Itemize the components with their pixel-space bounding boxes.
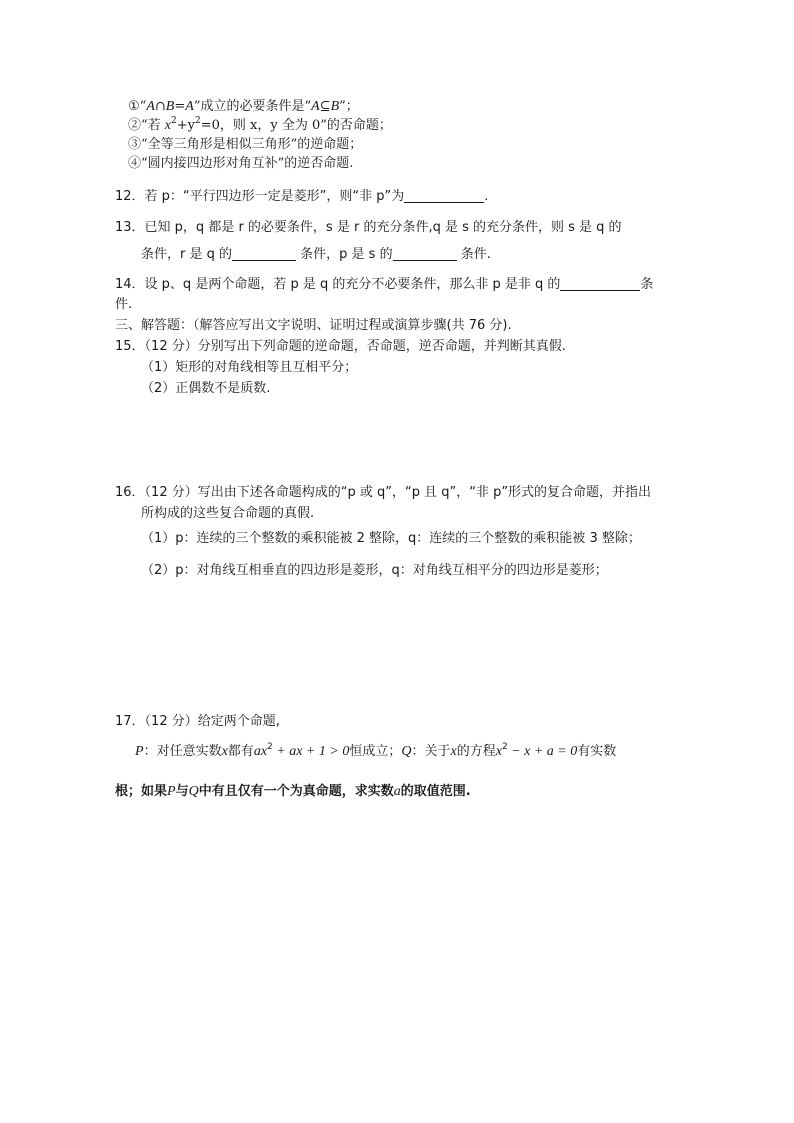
equation: x (495, 744, 502, 759)
var-a: a (393, 784, 401, 799)
question-text: 若 p：“平行四边形一定是菱形”，则“非 p”为 (144, 189, 405, 204)
sub-question: （2）正偶数不是质数. (141, 381, 271, 396)
question-15-item-2 (141, 380, 270, 398)
question-16-item-1 (141, 530, 641, 548)
question-17-line3 (115, 783, 471, 801)
question-text: 条件，r 是 q 的 (141, 247, 232, 262)
question-text: 所构成的这些复合命题的真假. (141, 506, 315, 521)
item-mark: ④ (128, 156, 142, 171)
question-13-line2 (141, 246, 491, 264)
question-text: 已知 p，q 都是 r 的必要条件，s 是 r 的充分条件,q 是 s 的充分条件，则 s 是 q 的 (144, 220, 622, 235)
sub-item-3 (128, 136, 362, 154)
question-text: 根；如果 (115, 784, 168, 799)
question-text: 设 p、q 是两个命题，若 p 是 q 的充分不必要条件，那么非 p 是非 q 的 (144, 277, 561, 292)
var-x: x (450, 744, 457, 759)
set-b: B (330, 99, 340, 114)
exponent: 2 (501, 742, 508, 752)
question-number: 12． (115, 189, 145, 204)
sub-question: （1）矩形的对角线相等且互相平分； (141, 360, 358, 375)
set-b: B (165, 99, 175, 114)
question-number: 14． (115, 277, 145, 292)
question-text: 中有且仅有一个为真命题，求实数 (198, 784, 394, 799)
question-text: 条件，p 是 s 的 (300, 247, 393, 262)
item-text: +y (176, 118, 195, 133)
set-a: A (146, 99, 155, 114)
question-text: 的方程 (456, 744, 496, 759)
question-text: （12 分）给定两个命题, (144, 714, 280, 729)
question-16-line2 (141, 505, 314, 523)
item-text: ”； (339, 99, 359, 114)
set-a: A (185, 99, 194, 114)
item-text: =0，则 x，y 全为 0”的否命题； (200, 118, 392, 133)
item-text: ”成立的必要条件是“ (193, 99, 312, 114)
proposition-p: P (167, 784, 176, 799)
question-text: 条 (640, 277, 654, 292)
answer-blank[interactable] (393, 246, 457, 261)
question-text: （12 分）写出由下述各命题构成的“p 或 q”，“p 且 q”，“非 p”形式的复合命题，并指出 (144, 485, 652, 500)
question-text: 的取值范围. (400, 784, 471, 799)
question-number: 13． (115, 220, 145, 235)
item-mark: ③ (128, 137, 142, 152)
inequality: ax (253, 744, 268, 759)
section-heading (115, 317, 512, 335)
exponent: 2 (195, 116, 201, 126)
sub-item-2 (128, 117, 392, 135)
item-mark: ② (128, 118, 142, 133)
question-14-line2 (115, 296, 132, 314)
proposition-q: Q (188, 784, 199, 799)
question-number: 16． (115, 485, 145, 500)
question-text: （12 分）分别写出下列命题的逆命题，否命题，逆否命题，并判断其真假. (144, 339, 566, 354)
question-text: ：对任意实数 (143, 744, 222, 759)
exponent: 2 (171, 116, 177, 126)
question-text: 恒成立； (349, 744, 402, 759)
intersection-symbol: ∩ (154, 99, 166, 114)
question-17-line2 (135, 743, 616, 761)
item-text: “全等三角形是相似三角形”的逆命题； (141, 137, 363, 152)
question-text: 条件. (460, 247, 491, 262)
answer-blank[interactable] (232, 246, 296, 261)
question-17-line1 (115, 713, 280, 731)
question-text: 件. (115, 297, 133, 312)
item-mark: ① (128, 99, 140, 114)
equals: = (174, 99, 186, 114)
exponent: 2 (267, 742, 273, 752)
var-x: x (164, 118, 172, 133)
question-15 (115, 338, 566, 356)
answer-blank[interactable] (404, 188, 484, 203)
question-number: 15． (115, 339, 145, 354)
question-14-line1 (115, 276, 653, 294)
section-text: 三、解答题：（解答应写出文字说明、证明过程或演算步骤(共 76 分). (115, 318, 512, 333)
question-number: 17． (115, 714, 145, 729)
quote: “ (139, 99, 147, 114)
answer-blank[interactable] (560, 276, 640, 291)
item-text: “若 (141, 118, 165, 133)
subset-symbol: ⊆ (319, 99, 331, 114)
inequality: + ax + 1 > 0 (272, 744, 350, 759)
proposition-q: Q (401, 744, 412, 759)
question-text: ：关于 (411, 744, 451, 759)
question-text: 都有 (227, 744, 254, 759)
sub-question: （1）p：连续的三个整数的乘积能被 2 整除，q：连续的三个整数的乘积能被 3 整除； (141, 531, 641, 546)
item-text: “圆内接四边形对角互补”的逆否命题. (141, 156, 354, 171)
sub-item-1 (128, 98, 359, 116)
proposition-p: P (135, 744, 144, 759)
question-16-line1 (115, 484, 651, 502)
question-13-line1 (115, 219, 622, 237)
sub-item-4 (128, 155, 353, 173)
question-16-item-2 (141, 562, 608, 580)
question-text: 有实数 (577, 744, 617, 759)
sub-question: （2）p：对角线互相垂直的四边形是菱形，q：对角线互相平分的四边形是菱形； (141, 563, 608, 578)
question-12 (115, 188, 488, 206)
var-x: x (221, 744, 228, 759)
question-text: 与 (175, 784, 189, 799)
equation: − x + a = 0 (507, 744, 578, 759)
question-text: . (484, 189, 489, 204)
question-15-item-1 (141, 359, 357, 377)
set-a: A (311, 99, 320, 114)
